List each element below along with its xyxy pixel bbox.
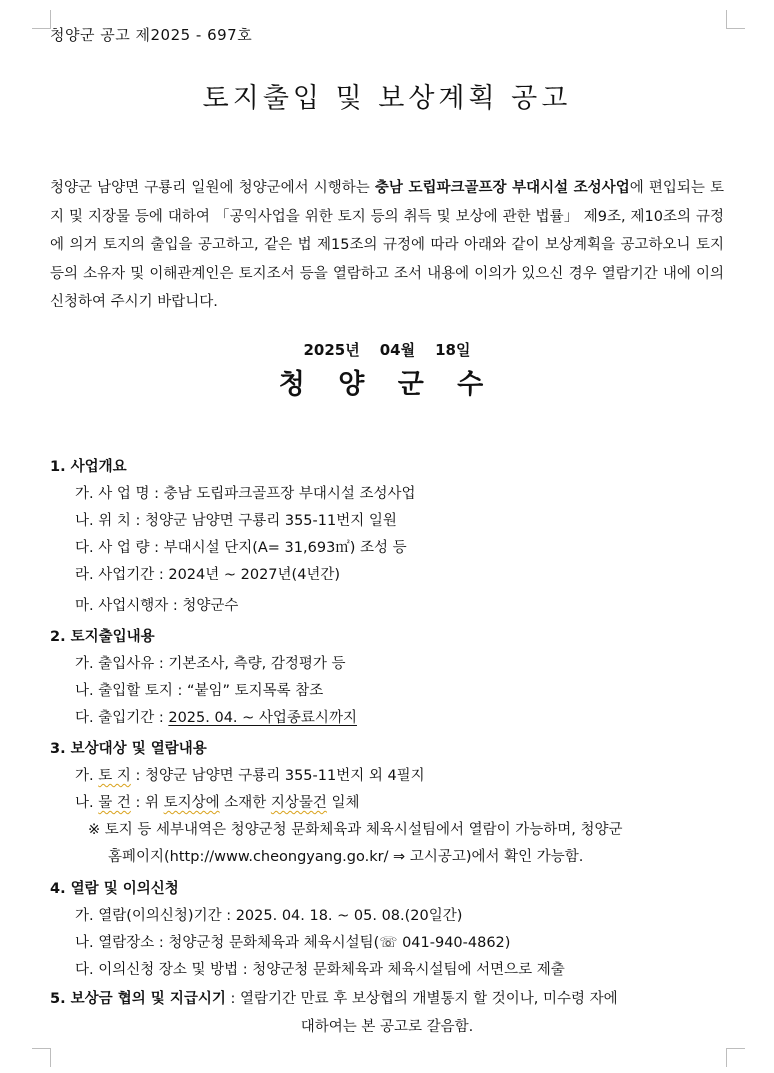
s3-reference-note-cont: 홈페이지(http://www.cheongyang.go.kr/ ⇒ 고시공고)에서 확인 가능함. [108, 849, 584, 865]
s3-ga-prefix: 가. [75, 768, 99, 784]
issuer-name: 청 양 군 수 [278, 369, 496, 400]
s2-da-label: 다. 출입기간 : [75, 710, 169, 726]
crop-mark [32, 10, 51, 29]
s3-na-label: 물 건 [98, 795, 131, 811]
intro-paragraph [50, 174, 724, 317]
s2-item-na: 나. 출입할 토지 : “붙임” 토지목록 참조 [75, 683, 324, 699]
s1-item-ga: 가. 사 업 명 : 충남 도립파크골프장 부대시설 조성사업 [75, 486, 416, 502]
section-heading: 5. 보상금 협의 및 지급시기 [50, 991, 226, 1007]
s5-line-cont: 대하여는 본 공고로 갈음함. [300, 1019, 474, 1035]
s3-ga-label: 토 지 [98, 768, 131, 784]
s1-item-ma: 마. 사업시행자 : 청양군수 [75, 598, 239, 614]
section-heading: 1. 사업개요 [50, 459, 127, 475]
s3-reference-note: ※ 토지 등 세부내역은 청양군청 문화체육과 체육시설팀에서 열람이 가능하며, 청양군 [88, 822, 623, 838]
s4-item-na: 나. 열람장소 : 청양군청 문화체육과 체육시설팀(☏ 041-940-4862) [75, 935, 511, 951]
s4-item-ga: 가. 열람(이의신청)기간 : 2025. 04. 18. ~ 05. 08.(20일간) [75, 908, 463, 924]
section-heading: 3. 보상대상 및 열람내용 [50, 741, 207, 757]
s3-na-text: 토지상에 [163, 795, 220, 811]
s3-na-text: : 위 [130, 795, 164, 811]
intro-text: 에 편입되는 토지 및 지장물 등에 대하여 「공익사업을 위한 토지 등의 취득 및 보상에 관한 법률」 제9조, 제10조의 규정에 의거 토지의 출입을 공고하고, 같은 법 제15조의 규정에 따라 아래와 같이 보상계획을 공고하오니 토지 등의 소유자 및 이해관계인은 토지조서 등을 열람하고 조서 내용에 이의가 있으신 경우 열람기간 내에 이의신청하여 주시기 바랍니다. [50, 180, 724, 310]
s2-item-ga: 가. 출입사유 : 기본조사, 측량, 감정평가 등 [75, 656, 346, 672]
s1-item-ra: 라. 사업기간 : 2024년 ~ 2027년(4년간) [75, 567, 341, 583]
notice-number: 청양군 공고 제2025 - 697호 [50, 26, 253, 44]
project-name: 충남 도립파크골프장 부대시설 조성사업 [374, 180, 630, 196]
section-heading: 4. 열람 및 이의신청 [50, 881, 179, 897]
s2-da-value: 2025. 04. ~ 사업종료시까지 [168, 710, 357, 726]
s5-text: : 열람기간 만료 후 보상협의 개별통지 할 것이나, 미수령 자에 [225, 991, 618, 1007]
crop-mark [726, 10, 745, 29]
notice-date [0, 339, 774, 360]
date-month: 04월 [379, 341, 416, 359]
section-heading: 2. 토지출입내용 [50, 629, 155, 645]
s3-na-text: 일체 [326, 795, 360, 811]
s5-line [50, 987, 724, 1008]
s3-item-ga [75, 764, 425, 785]
s3-na-prefix: 나. [75, 795, 99, 811]
s3-item-na [75, 791, 360, 812]
s2-item-da [75, 706, 357, 727]
s3-ga-rest: : 청양군 남양면 구룡리 355-11번지 외 4필지 [130, 768, 425, 784]
s3-na-text: 지상물건 [270, 795, 327, 811]
document-title: 토지출입 및 보상계획 공고 [202, 83, 572, 114]
intro-text: 청양군 남양면 구룡리 일원에 청양군에서 시행하는 [50, 180, 375, 196]
s3-na-text: 소재한 [219, 795, 271, 811]
crop-mark [726, 1048, 745, 1067]
crop-mark [32, 1048, 51, 1067]
s4-item-da: 다. 이의신청 장소 및 방법 : 청양군청 문화체육과 체육시설팀에 서면으로 제출 [75, 962, 565, 978]
date-year: 2025년 [303, 341, 360, 359]
s1-item-da: 다. 사 업 량 : 부대시설 단지(A= 31,693㎡) 조성 등 [75, 540, 407, 556]
date-day: 18일 [435, 341, 471, 359]
s1-item-na: 나. 위 치 : 청양군 남양면 구룡리 355-11번지 일원 [75, 513, 397, 529]
